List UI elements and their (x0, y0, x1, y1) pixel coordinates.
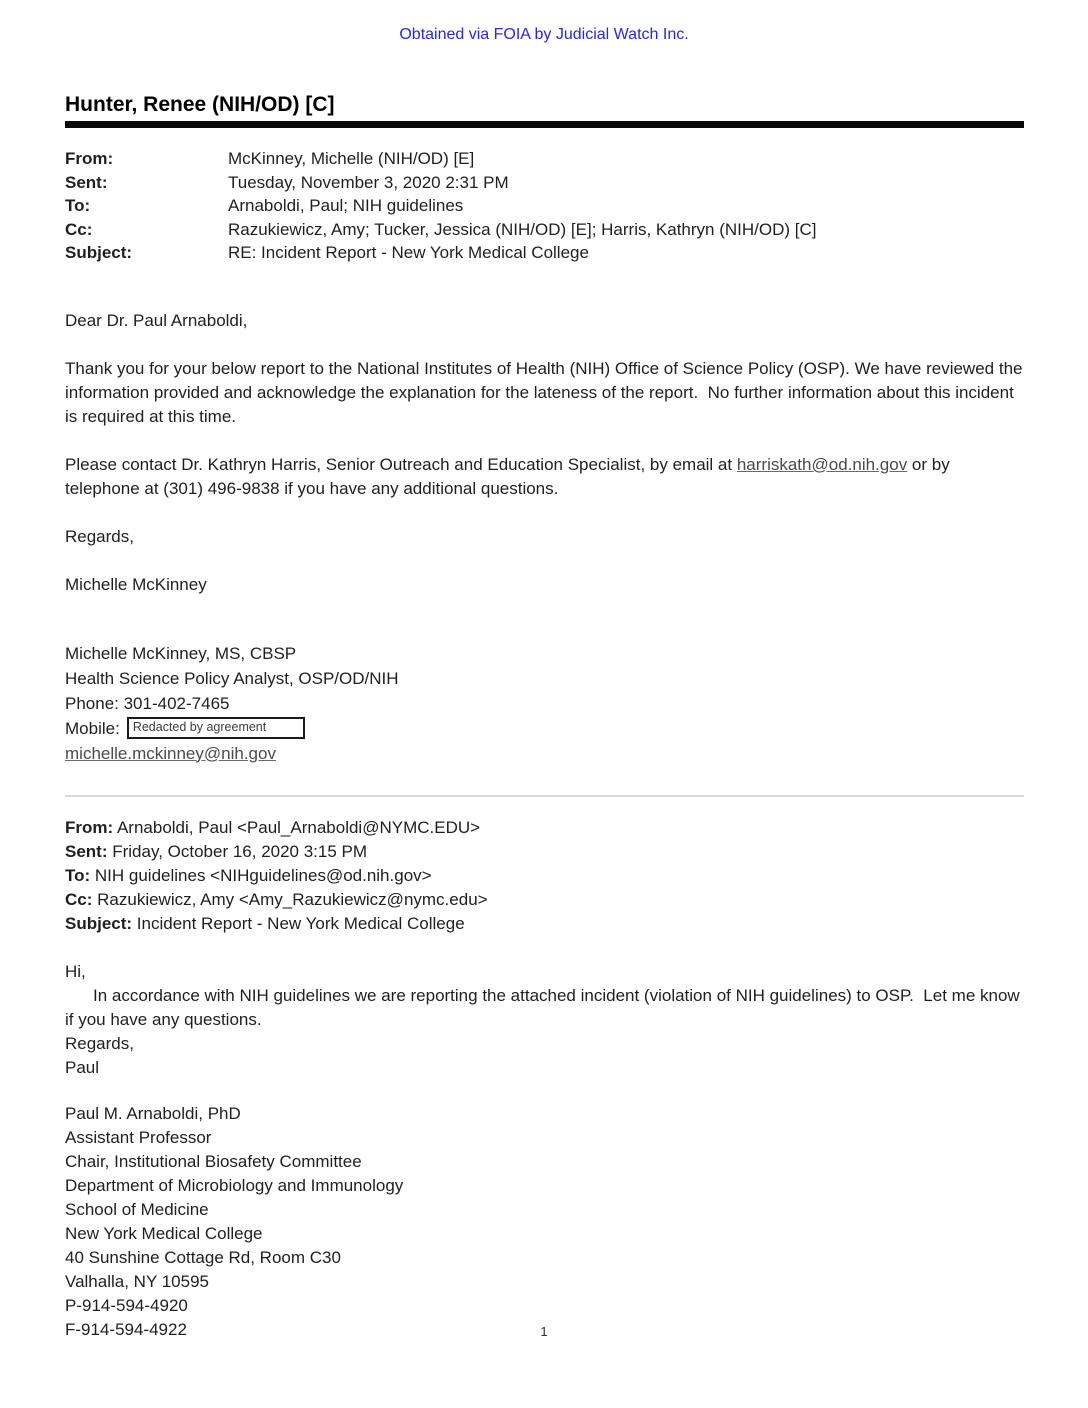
sig2-line-2: Assistant Professor (65, 1127, 212, 1147)
email2-closing: Regards, (65, 1033, 134, 1053)
sig2-line-8: Valhalla, NY 10595 (65, 1271, 209, 1291)
field-label-subject: Subject: (65, 243, 133, 262)
field2-label-to: To: (65, 865, 91, 885)
sig1-line3: Phone: 301-402-7465 (65, 693, 230, 713)
field2-value-cc: Razukiewicz, Amy <Amy_Razukiewicz@nymc.edu> (92, 889, 488, 909)
field-label-sent: Sent: (65, 172, 108, 192)
sig2-line-3: Chair, Institutional Biosafety Committee (65, 1151, 362, 1171)
field2-value-to: NIH guidelines <NIHguidelines@od.nih.gov> (90, 865, 432, 885)
field-value-subject: RE: Incident Report - New York Medical College (228, 243, 589, 262)
title-rule (65, 121, 1024, 128)
field-value-sent: Tuesday, November 3, 2020 2:31 PM (228, 172, 509, 192)
email2-signature-block (65, 1102, 1024, 1342)
sig2-line-10: F-914-594-4922 (65, 1319, 187, 1339)
greeting: Hi, (65, 961, 86, 981)
field-label-cc: Cc: (65, 219, 93, 239)
mobile-label: Mobile: (65, 718, 120, 738)
email2-paragraph-1: In accordance with NIH guidelines we are reporting the attached incident (violation of NIH guidelines) to OSP. Let me know if you have any questions. (65, 985, 1025, 1029)
sig2-line-5: School of Medicine (65, 1199, 209, 1219)
field2-label-sent: Sent: (65, 841, 108, 861)
redaction-label: Redacted by agreement (132, 719, 267, 734)
paragraph-1: Thank you for your below report to the National Institutes of Health (NIH) Office of Science Policy (OSP). We have reviewed the information provided and acknowledge the explanation for the lateness of the report. No further information about this incident is required at this time. (65, 358, 1028, 426)
field-label-to: To: (65, 196, 91, 215)
field-row-cc (65, 218, 1024, 242)
sig2-line-6: New York Medical College (65, 1223, 263, 1243)
email1-signature-block (65, 641, 1024, 766)
field-row-from (65, 147, 1024, 171)
redaction-box (127, 717, 305, 739)
document-content (65, 93, 1028, 1342)
field2-label-cc: Cc: (65, 889, 93, 909)
sig2-line-4: Department of Microbiology and Immunology (65, 1175, 404, 1195)
field2-row-cc (65, 888, 1024, 912)
sig1-line2: Health Science Policy Analyst, OSP/OD/NIH (65, 668, 399, 688)
closing: Regards, (65, 526, 134, 546)
field2-value-sent: Friday, October 16, 2020 3:15 PM (107, 841, 368, 861)
field2-row-sent (65, 840, 1024, 864)
field-row-to (65, 194, 1024, 218)
field2-row-subject (65, 912, 1024, 936)
sig1-line1: Michelle McKinney, MS, CBSP (65, 643, 297, 663)
field2-row-to (65, 864, 1024, 888)
field-value-to: Arnaboldi, Paul; NIH guidelines (228, 196, 464, 215)
field2-row-from (65, 816, 1024, 840)
page-number: 1 (540, 1324, 548, 1339)
email2-header-fields (65, 816, 1024, 936)
sig2-line-9: P-914-594-4920 (65, 1295, 188, 1315)
field2-value-from: Arnaboldi, Paul <Paul_Arnaboldi@NYMC.EDU> (113, 817, 481, 837)
harriskath-email-link[interactable]: harriskath@od.nih.gov (736, 454, 908, 474)
paragraph-2 (65, 453, 1024, 501)
field2-label-from: From: (65, 817, 114, 837)
salutation: Dear Dr. Paul Arnaboldi, (65, 310, 248, 330)
field2-label-subject: Subject: (65, 913, 133, 933)
field-value-cc: Razukiewicz, Amy; Tucker, Jessica (NIH/OD) [E]; Harris, Kathryn (NIH/OD) [C] (228, 219, 817, 239)
sig2-line-7: 40 Sunshine Cottage Rd, Room C30 (65, 1247, 341, 1267)
email1-header-fields (65, 147, 1024, 265)
field-value-from: McKinney, Michelle (NIH/OD) [E] (228, 149, 475, 168)
email-divider (65, 795, 1024, 797)
sig2-line-1: Paul M. Arnaboldi, PhD (65, 1103, 241, 1123)
paragraph-2-after: or by telephone at (301) 496-9838 if you have any additional questions. (65, 454, 955, 498)
foia-notice: Obtained via FOIA by Judicial Watch Inc. (399, 26, 689, 43)
sig1-mobile-row (65, 716, 1024, 741)
field2-value-subject: Incident Report - New York Medical College (132, 913, 465, 933)
field-row-subject (65, 241, 1024, 265)
paragraph-2-before: Please contact Dr. Kathryn Harris, Senior Outreach and Education Specialist, by email at (65, 454, 737, 474)
page-title: Hunter, Renee (NIH/OD) [C] (65, 93, 335, 116)
mckinney-email-link[interactable]: michelle.mckinney@nih.gov (65, 743, 276, 763)
email1-body (65, 309, 1028, 597)
field-label-from: From: (65, 149, 114, 168)
email2-signoff-name: Paul (65, 1057, 100, 1077)
signature-name: Michelle McKinney (65, 574, 207, 594)
field-row-sent (65, 171, 1024, 195)
email2-body (65, 960, 1024, 1080)
